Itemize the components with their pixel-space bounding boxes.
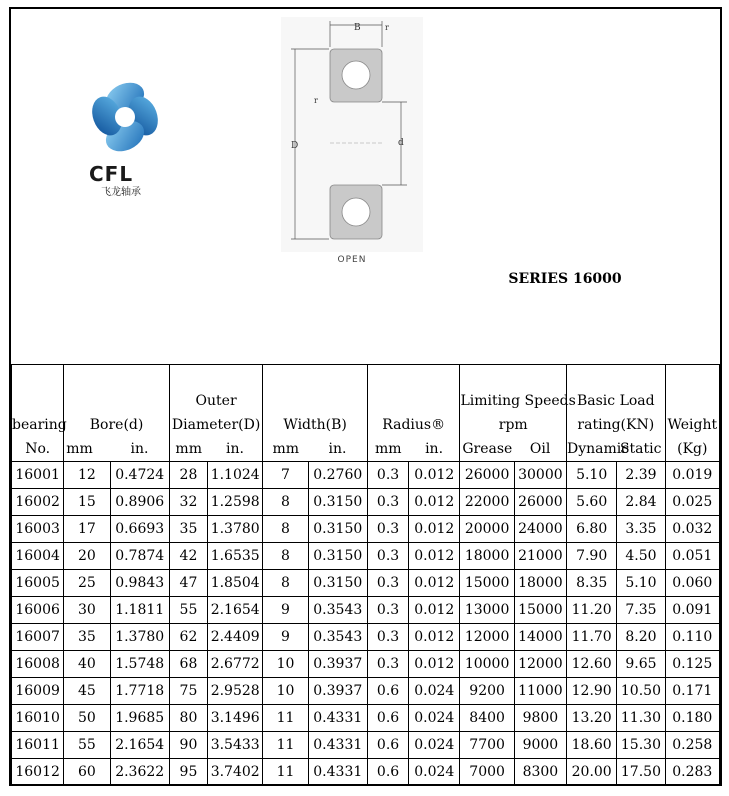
bearing-no-cell: 16005 <box>12 570 64 597</box>
radius-in-cell: 0.024 <box>409 705 460 732</box>
load-static-cell: 10.50 <box>617 678 665 705</box>
sub-static: Static <box>617 437 665 462</box>
sub-dynamic: Dynamic <box>567 437 617 462</box>
outer-mm-cell: 47 <box>169 570 207 597</box>
width-mm-cell: 8 <box>263 543 308 570</box>
speed-oil-cell: 30000 <box>514 462 566 489</box>
outer-in-cell: 1.6535 <box>208 543 263 570</box>
speed-oil-cell: 11000 <box>514 678 566 705</box>
load-dynamic-cell: 13.20 <box>567 705 617 732</box>
bore-in-cell: 0.9843 <box>110 570 169 597</box>
sub-radius-mm: mm <box>367 437 408 462</box>
label-D: D <box>291 141 299 151</box>
radius-in-cell: 0.012 <box>409 489 460 516</box>
header-row-2 <box>12 437 720 462</box>
header-row-1 <box>12 365 720 438</box>
speed-grease-cell: 18000 <box>460 543 514 570</box>
radius-in-cell: 0.024 <box>409 678 460 705</box>
logo-mark-icon <box>85 78 167 162</box>
width-mm-cell: 8 <box>263 489 308 516</box>
table-row <box>12 489 720 516</box>
outer-mm-cell: 32 <box>169 489 207 516</box>
outer-in-cell: 2.6772 <box>208 651 263 678</box>
outer-mm-cell: 55 <box>169 597 207 624</box>
bore-mm-cell: 12 <box>64 462 110 489</box>
width-in-cell: 0.3150 <box>308 570 367 597</box>
radius-mm-cell: 0.3 <box>367 543 408 570</box>
outer-mm-cell: 68 <box>169 651 207 678</box>
radius-mm-cell: 0.6 <box>367 732 408 759</box>
outer-mm-cell: 35 <box>169 516 207 543</box>
radius-mm-cell: 0.3 <box>367 597 408 624</box>
speed-grease-cell: 20000 <box>460 516 514 543</box>
outer-in-cell: 2.1654 <box>208 597 263 624</box>
radius-in-cell: 0.012 <box>409 543 460 570</box>
load-dynamic-cell: 12.90 <box>567 678 617 705</box>
header-weight-unit: (Kg) <box>665 437 719 462</box>
weight-kg-cell: 0.091 <box>665 597 719 624</box>
bore-mm-cell: 25 <box>64 570 110 597</box>
radius-mm-cell: 0.3 <box>367 651 408 678</box>
outer-in-cell: 3.7402 <box>208 759 263 786</box>
table-row <box>12 543 720 570</box>
load-static-cell: 11.30 <box>617 705 665 732</box>
speed-grease-cell: 9200 <box>460 678 514 705</box>
logo-subtext: 飞龙轴承 <box>101 187 141 198</box>
radius-in-cell: 0.012 <box>409 516 460 543</box>
width-mm-cell: 8 <box>263 570 308 597</box>
outer-mm-cell: 90 <box>169 732 207 759</box>
width-in-cell: 0.3937 <box>308 678 367 705</box>
table-row <box>12 678 720 705</box>
bore-mm-cell: 35 <box>64 624 110 651</box>
speed-grease-cell: 26000 <box>460 462 514 489</box>
outer-mm-cell: 62 <box>169 624 207 651</box>
header-weight: Weight <box>665 365 719 438</box>
speed-grease-cell: 12000 <box>460 624 514 651</box>
speed-oil-cell: 15000 <box>514 597 566 624</box>
speed-oil-cell: 9000 <box>514 732 566 759</box>
radius-in-cell: 0.012 <box>409 651 460 678</box>
sub-width-mm: mm <box>263 437 308 462</box>
table-row <box>12 705 720 732</box>
outer-mm-cell: 75 <box>169 678 207 705</box>
bearing-no-cell: 16006 <box>12 597 64 624</box>
sub-bore-mm: mm <box>64 437 110 462</box>
width-mm-cell: 9 <box>263 597 308 624</box>
header-radius: Radius® <box>367 365 460 438</box>
outer-mm-cell: 42 <box>169 543 207 570</box>
width-in-cell: 0.2760 <box>308 462 367 489</box>
bore-in-cell: 0.8906 <box>110 489 169 516</box>
width-mm-cell: 11 <box>263 732 308 759</box>
speed-oil-cell: 21000 <box>514 543 566 570</box>
bore-in-cell: 2.3622 <box>110 759 169 786</box>
width-in-cell: 0.4331 <box>308 705 367 732</box>
weight-kg-cell: 0.019 <box>665 462 719 489</box>
speed-grease-cell: 7700 <box>460 732 514 759</box>
speed-oil-cell: 9800 <box>514 705 566 732</box>
sub-oil: Oil <box>514 437 566 462</box>
radius-in-cell: 0.024 <box>409 732 460 759</box>
width-in-cell: 0.3543 <box>308 597 367 624</box>
load-dynamic-cell: 11.20 <box>567 597 617 624</box>
outer-in-cell: 3.1496 <box>208 705 263 732</box>
speed-oil-cell: 12000 <box>514 651 566 678</box>
bore-in-cell: 0.4724 <box>110 462 169 489</box>
bore-mm-cell: 50 <box>64 705 110 732</box>
sub-outer-mm: mm <box>169 437 207 462</box>
header-outer: Outer Diameter(D) <box>169 365 263 438</box>
width-mm-cell: 7 <box>263 462 308 489</box>
speed-oil-cell: 18000 <box>514 570 566 597</box>
cfl-logo <box>85 78 167 198</box>
bore-in-cell: 1.3780 <box>110 624 169 651</box>
sub-radius-in: in. <box>409 437 460 462</box>
width-in-cell: 0.4331 <box>308 759 367 786</box>
speed-grease-cell: 8400 <box>460 705 514 732</box>
weight-kg-cell: 0.283 <box>665 759 719 786</box>
speed-grease-cell: 13000 <box>460 597 514 624</box>
outer-in-cell: 3.5433 <box>208 732 263 759</box>
bearing-no-cell: 16008 <box>12 651 64 678</box>
radius-in-cell: 0.012 <box>409 597 460 624</box>
header-no: No. <box>12 437 64 462</box>
header-bore: Bore(d) <box>64 365 170 438</box>
outer-in-cell: 1.2598 <box>208 489 263 516</box>
outer-in-cell: 1.3780 <box>208 516 263 543</box>
bearing-no-cell: 16009 <box>12 678 64 705</box>
sub-grease: Grease <box>460 437 514 462</box>
load-static-cell: 2.39 <box>617 462 665 489</box>
bore-in-cell: 2.1654 <box>110 732 169 759</box>
bore-mm-cell: 15 <box>64 489 110 516</box>
radius-mm-cell: 0.3 <box>367 624 408 651</box>
radius-mm-cell: 0.3 <box>367 462 408 489</box>
label-b: B <box>354 23 361 33</box>
speed-grease-cell: 15000 <box>460 570 514 597</box>
bore-in-cell: 1.9685 <box>110 705 169 732</box>
outer-in-cell: 2.4409 <box>208 624 263 651</box>
load-dynamic-cell: 8.35 <box>567 570 617 597</box>
series-title: SERIES 16000 <box>508 271 622 287</box>
sub-outer-in: in. <box>208 437 263 462</box>
load-dynamic-cell: 11.70 <box>567 624 617 651</box>
bore-mm-cell: 17 <box>64 516 110 543</box>
bearing-no-cell: 16001 <box>12 462 64 489</box>
width-mm-cell: 11 <box>263 759 308 786</box>
load-static-cell: 4.50 <box>617 543 665 570</box>
radius-in-cell: 0.012 <box>409 624 460 651</box>
bore-in-cell: 1.1811 <box>110 597 169 624</box>
load-static-cell: 3.35 <box>617 516 665 543</box>
weight-kg-cell: 0.110 <box>665 624 719 651</box>
bore-in-cell: 0.6693 <box>110 516 169 543</box>
radius-mm-cell: 0.6 <box>367 759 408 786</box>
label-d: d <box>398 138 404 148</box>
table-row <box>12 651 720 678</box>
bearing-no-cell: 16007 <box>12 624 64 651</box>
speed-grease-cell: 7000 <box>460 759 514 786</box>
outer-in-cell: 2.9528 <box>208 678 263 705</box>
table-row <box>12 732 720 759</box>
weight-kg-cell: 0.060 <box>665 570 719 597</box>
table-row <box>12 597 720 624</box>
weight-kg-cell: 0.180 <box>665 705 719 732</box>
load-static-cell: 5.10 <box>617 570 665 597</box>
outer-mm-cell: 80 <box>169 705 207 732</box>
bore-mm-cell: 30 <box>64 597 110 624</box>
width-mm-cell: 10 <box>263 678 308 705</box>
bearing-cross-section-icon <box>281 17 423 252</box>
outer-mm-cell: 28 <box>169 462 207 489</box>
width-mm-cell: 10 <box>263 651 308 678</box>
radius-mm-cell: 0.3 <box>367 489 408 516</box>
table-row <box>12 624 720 651</box>
load-dynamic-cell: 18.60 <box>567 732 617 759</box>
radius-mm-cell: 0.3 <box>367 516 408 543</box>
load-static-cell: 8.20 <box>617 624 665 651</box>
width-mm-cell: 11 <box>263 705 308 732</box>
bearing-no-cell: 16003 <box>12 516 64 543</box>
weight-kg-cell: 0.171 <box>665 678 719 705</box>
table-row <box>12 759 720 786</box>
bore-mm-cell: 40 <box>64 651 110 678</box>
header-speed: Limiting Speeds rpm <box>460 365 567 438</box>
outer-in-cell: 1.1024 <box>208 462 263 489</box>
bore-mm-cell: 45 <box>64 678 110 705</box>
load-static-cell: 15.30 <box>617 732 665 759</box>
width-mm-cell: 8 <box>263 516 308 543</box>
bearing-no-cell: 16011 <box>12 732 64 759</box>
load-dynamic-cell: 20.00 <box>567 759 617 786</box>
weight-kg-cell: 0.025 <box>665 489 719 516</box>
radius-mm-cell: 0.3 <box>367 570 408 597</box>
label-r-top: r <box>385 23 389 32</box>
bearing-no-cell: 16004 <box>12 543 64 570</box>
table-body <box>12 462 720 786</box>
bore-in-cell: 0.7874 <box>110 543 169 570</box>
header-bearing: bearing <box>12 365 64 438</box>
header-load: Basic Load rating(KN) <box>567 365 666 438</box>
speed-oil-cell: 26000 <box>514 489 566 516</box>
load-static-cell: 9.65 <box>617 651 665 678</box>
load-static-cell: 7.35 <box>617 597 665 624</box>
speed-grease-cell: 10000 <box>460 651 514 678</box>
speed-oil-cell: 24000 <box>514 516 566 543</box>
load-dynamic-cell: 5.60 <box>567 489 617 516</box>
weight-kg-cell: 0.258 <box>665 732 719 759</box>
bearing-spec-table <box>11 364 720 786</box>
width-in-cell: 0.4331 <box>308 732 367 759</box>
drawing-caption: OPEN <box>337 255 367 265</box>
bore-in-cell: 1.7718 <box>110 678 169 705</box>
radius-in-cell: 0.012 <box>409 462 460 489</box>
table-row <box>12 516 720 543</box>
bearing-no-cell: 16012 <box>12 759 64 786</box>
header-width: Width(B) <box>263 365 368 438</box>
width-in-cell: 0.3543 <box>308 624 367 651</box>
weight-kg-cell: 0.051 <box>665 543 719 570</box>
load-dynamic-cell: 7.90 <box>567 543 617 570</box>
sub-bore-in: in. <box>110 437 169 462</box>
bore-mm-cell: 60 <box>64 759 110 786</box>
load-dynamic-cell: 12.60 <box>567 651 617 678</box>
width-in-cell: 0.3937 <box>308 651 367 678</box>
radius-mm-cell: 0.6 <box>367 678 408 705</box>
table-row <box>12 570 720 597</box>
bore-mm-cell: 20 <box>64 543 110 570</box>
weight-kg-cell: 0.125 <box>665 651 719 678</box>
load-static-cell: 2.84 <box>617 489 665 516</box>
width-mm-cell: 9 <box>263 624 308 651</box>
label-r-side: r <box>314 96 318 105</box>
radius-in-cell: 0.024 <box>409 759 460 786</box>
bearing-no-cell: 16010 <box>12 705 64 732</box>
width-in-cell: 0.3150 <box>308 489 367 516</box>
radius-mm-cell: 0.6 <box>367 705 408 732</box>
bearing-no-cell: 16002 <box>12 489 64 516</box>
speed-oil-cell: 14000 <box>514 624 566 651</box>
logo-text: CFL <box>89 162 134 186</box>
load-static-cell: 17.50 <box>617 759 665 786</box>
bearing-drawing <box>281 17 423 279</box>
width-in-cell: 0.3150 <box>308 516 367 543</box>
outer-in-cell: 1.8504 <box>208 570 263 597</box>
table-row <box>12 462 720 489</box>
radius-in-cell: 0.012 <box>409 570 460 597</box>
load-dynamic-cell: 6.80 <box>567 516 617 543</box>
bore-mm-cell: 55 <box>64 732 110 759</box>
load-dynamic-cell: 5.10 <box>567 462 617 489</box>
outer-mm-cell: 95 <box>169 759 207 786</box>
speed-grease-cell: 22000 <box>460 489 514 516</box>
sub-width-in: in. <box>308 437 367 462</box>
width-in-cell: 0.3150 <box>308 543 367 570</box>
weight-kg-cell: 0.032 <box>665 516 719 543</box>
bore-in-cell: 1.5748 <box>110 651 169 678</box>
speed-oil-cell: 8300 <box>514 759 566 786</box>
